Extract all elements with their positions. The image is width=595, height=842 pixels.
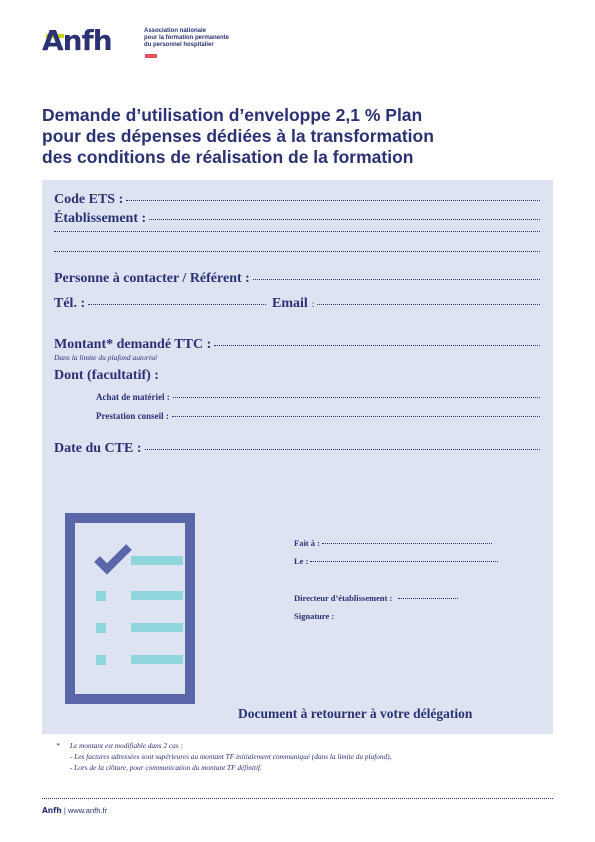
prestation-line[interactable] — [172, 415, 540, 417]
montant-note: Dans la limite du plafond autorisé — [54, 353, 158, 362]
logo-tagline-line: du personnel hospitalier — [144, 42, 214, 48]
directeur-label: Directeur d’établissement : — [294, 593, 393, 603]
footnote-line: Le montant est modifiable dans 2 cas : — [70, 741, 183, 750]
footer — [42, 806, 107, 815]
footnote-line: - Lors de la clôture, pour communication du montant TF définitif. — [70, 763, 262, 772]
tel-label: Tél. : — [54, 296, 86, 311]
footer-divider — [42, 798, 553, 799]
directeur-field[interactable] — [294, 593, 458, 603]
date-cte-field[interactable] — [54, 441, 540, 457]
code-ets-line[interactable] — [126, 199, 540, 201]
code-ets-field[interactable] — [54, 192, 540, 208]
signature-field[interactable] — [294, 611, 334, 621]
etablissement-field[interactable] — [54, 211, 540, 227]
personne-line[interactable] — [253, 278, 540, 280]
logo-tagline-line: pour la formation permanente — [144, 35, 230, 41]
email-colon: : — [311, 299, 315, 309]
etablissement-line[interactable] — [149, 218, 540, 220]
checklist-bar — [131, 556, 183, 565]
footnote-star: * — [56, 741, 60, 750]
fait-a-line[interactable] — [322, 542, 492, 544]
return-note: Document à retourner à votre délégation — [238, 706, 473, 721]
email-line[interactable] — [317, 303, 540, 305]
anfh-logo — [42, 24, 232, 62]
logo-tagline-line: Association nationale — [144, 28, 207, 34]
achat-line[interactable] — [173, 396, 540, 398]
achat-field[interactable] — [96, 392, 540, 402]
tel-field[interactable] — [54, 296, 266, 312]
logo-wordmark: Anfh — [42, 24, 112, 57]
montant-field[interactable] — [54, 337, 540, 353]
dont-heading-row — [54, 368, 354, 384]
prestation-field[interactable] — [96, 411, 540, 421]
date-cte-line[interactable] — [145, 448, 540, 450]
title-line: Demande d’utilisation d’enveloppe 2,1 % Plan — [42, 105, 423, 125]
checklist-bar — [131, 591, 183, 600]
signature-label: Signature : — [294, 611, 335, 621]
fait-a-label: Fait à : — [294, 538, 320, 548]
checklist-bar — [131, 655, 183, 664]
footer-separator: | — [63, 806, 66, 815]
checklist-square — [96, 623, 106, 633]
achat-label: Achat de matériel : — [96, 392, 170, 402]
footer-brand: Anfh — [42, 806, 62, 815]
blank-line[interactable] — [54, 230, 540, 232]
personne-label: Personne à contacter / Référent : — [54, 271, 250, 286]
checklist-icon — [65, 513, 195, 704]
tel-line[interactable] — [88, 303, 266, 305]
checklist-bar — [131, 623, 183, 632]
dont-label: Dont (facultatif) : — [54, 368, 159, 383]
montant-label: Montant* demandé TTC : — [54, 337, 212, 352]
footnote-line: - Les factures adressées sont supérieures au montant TF initialement communiqué (dans la limite du plafond), — [70, 752, 392, 761]
fait-a-field[interactable] — [294, 538, 492, 548]
etablissement-line-2[interactable] — [54, 232, 540, 234]
etablissement-line-3[interactable] — [54, 252, 540, 254]
montant-line[interactable] — [214, 344, 540, 346]
le-label: Le : — [294, 556, 309, 566]
title-line: des conditions de réalisation de la formation — [42, 147, 414, 167]
logo-red-accent — [145, 54, 157, 58]
title-line: pour des dépenses dédiées à la transformation — [42, 126, 434, 146]
checklist-square — [96, 655, 106, 665]
email-field[interactable] — [272, 296, 540, 312]
footer-url-link[interactable]: www.anfh.fr — [67, 806, 108, 815]
prestation-label: Prestation conseil : — [96, 411, 169, 421]
checklist-square — [96, 591, 106, 601]
logo-tagline — [144, 28, 229, 49]
blank-line[interactable] — [54, 250, 540, 252]
email-label: Email — [272, 296, 308, 311]
etablissement-label: Établissement : — [54, 211, 147, 226]
date-cte-label: Date du CTE : — [54, 441, 142, 456]
directeur-line[interactable] — [398, 597, 458, 599]
code-ets-label: Code ETS : — [54, 192, 124, 207]
page-title — [42, 105, 542, 168]
personne-field[interactable] — [54, 271, 540, 287]
le-field[interactable] — [294, 556, 498, 566]
le-line[interactable] — [310, 560, 498, 562]
